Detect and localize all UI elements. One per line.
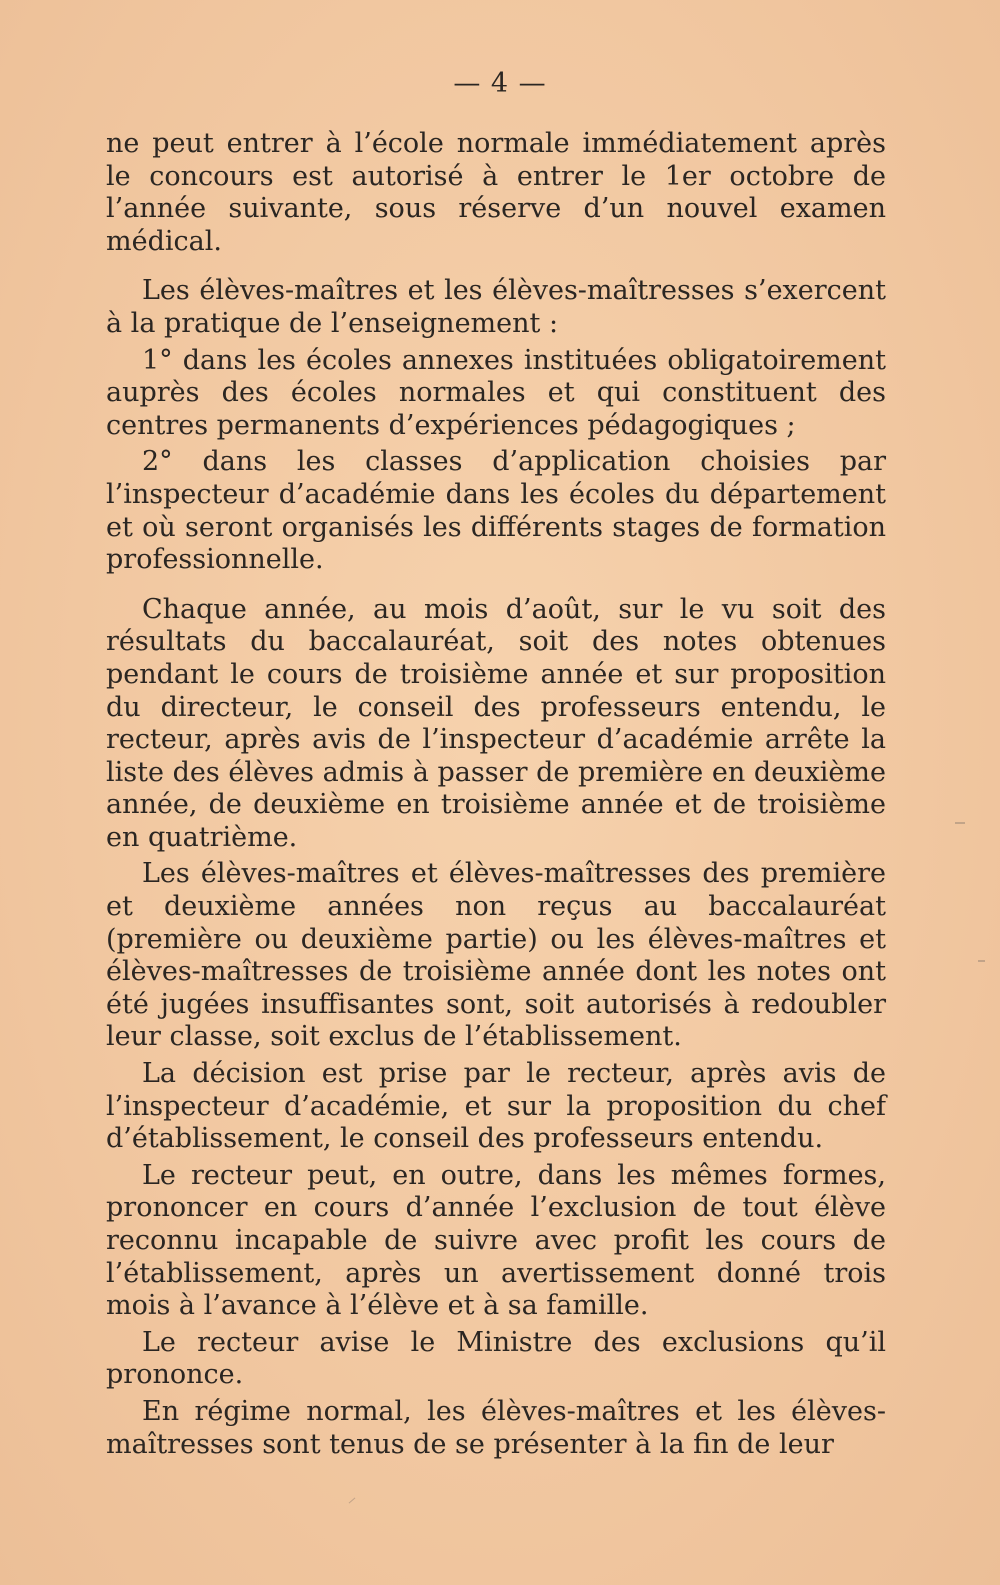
paragraph: Le recteur avise le Ministre des exclusions qu’il prononce. — [106, 1326, 886, 1391]
paragraph: Le recteur peut, en outre, dans les mêmes formes, prononcer en cours d’année l’exclusion de tout élève reconnu incapable de suivre avec profit les cours de l’établissement, après un avertissement donné trois mois à l’avance à l’élève et à sa famille. — [106, 1159, 886, 1322]
paper-speck — [349, 1498, 356, 1504]
paragraph: Les élèves-maîtres et élèves-maîtresses des première et deuxième années non reçus au baccalauréat (première ou deuxième partie) ou les élèves-maîtres et élèves-maîtresses de troisième année dont les notes ont été jugées insuffisantes sont, soit autorisés à redoubler leur classe, soit exclus de l’établissement. — [106, 858, 886, 1053]
paragraph: Les élèves-maîtres et les élèves-maîtresses s’exercent à la pratique de l’enseignement : — [106, 275, 886, 339]
paragraph: 1° dans les écoles annexes instituées obligatoirement auprès des écoles normales et qui constituent des centres permanents d’expériences pédagogiques ; — [106, 344, 886, 441]
body-text — [106, 128, 886, 1461]
paper-speck — [955, 822, 965, 824]
paper-speck — [978, 960, 985, 962]
paragraph: La décision est prise par le recteur, après avis de l’inspecteur d’académie, et sur la proposition du chef d’établissement, le conseil des professeurs entendu. — [106, 1058, 886, 1155]
paragraph: ne peut entrer à l’école normale immédiatement après le concours est autorisé à entrer le 1er octobre de l’année suivante, sous réserve d’un nouvel examen médical. — [106, 128, 886, 257]
paragraph: En régime normal, les élèves-maîtres et les élèves-maîtresses sont tenus de se présenter à la fin de leur — [106, 1395, 886, 1460]
paragraph: Chaque année, au mois d’août, sur le vu soit des résultats du baccalauréat, soit des notes obtenues pendant le cours de troisième année et sur proposition du directeur, le conseil des professeurs entendu, le recteur, après avis de l’inspecteur d’académie arrête la liste des élèves admis à passer de première en deuxième année, de deuxième en troisième année et de troisième en quatrième. — [106, 593, 886, 853]
paragraph: 2° dans les classes d’application choisies par l’inspecteur d’académie dans les écoles du département et où seront organisés les différents stages de formation professionnelle. — [106, 446, 886, 576]
page-number: — 4 — — [453, 68, 547, 99]
